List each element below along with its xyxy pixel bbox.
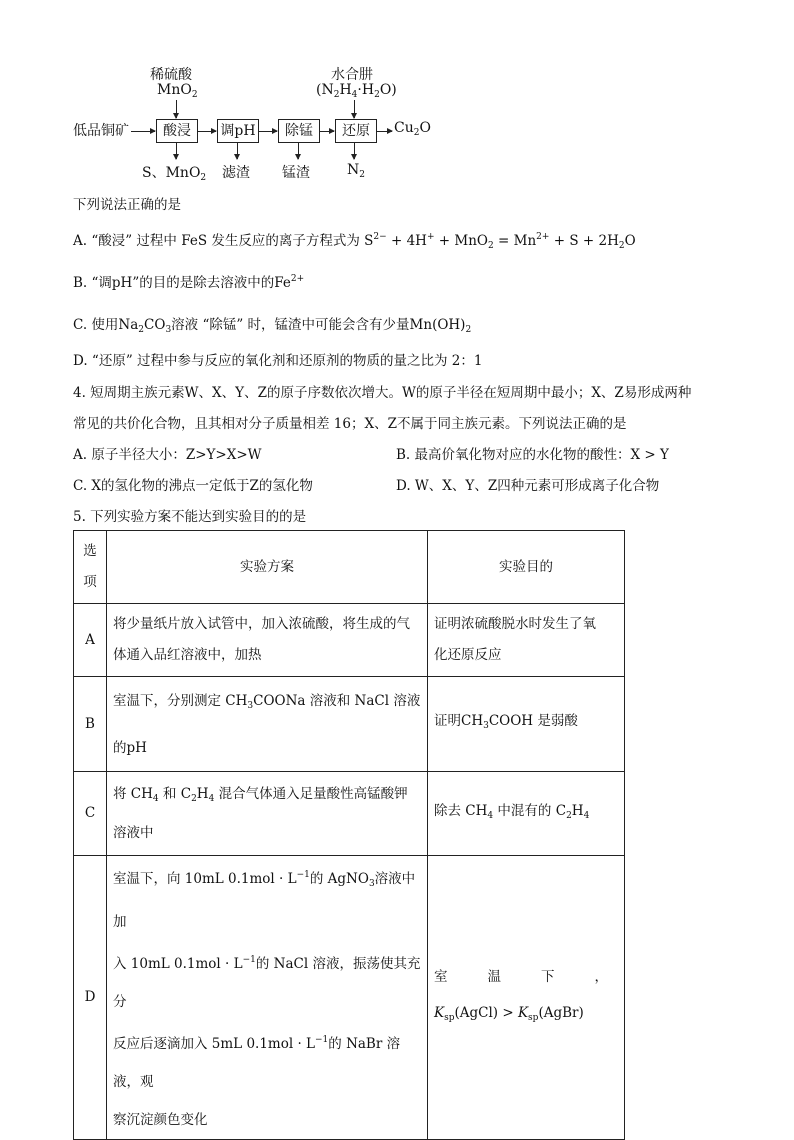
table-row bbox=[74, 772, 625, 856]
reagent-dilute-sulfuric-acid: 稀硫酸 bbox=[150, 67, 192, 83]
header-option: 选 项 bbox=[74, 531, 107, 604]
byproduct-manganese-residue: 锰渣 bbox=[282, 165, 310, 181]
step-acid-leach: 酸浸 bbox=[156, 119, 198, 143]
arrow-out-acid-leach bbox=[176, 142, 177, 159]
row-plan: 室温下，向 10mL $0.1mol \cdot L^{-1}$的 AgNO$_3$溶液中加 入 10mL $0.1mol \cdot L^{-1}$的 NaCl 溶液，振荡使其充分 反应后逐滴加入 5mL $0.1mol \cdot L^{-1}$的 NaBr 溶液，观 察沉淀颜色变化 bbox=[107, 856, 428, 1140]
arrow-out-reduction bbox=[354, 142, 355, 159]
byproduct-n2: $N_2$ bbox=[347, 162, 365, 180]
header-goal: 实验目的 bbox=[428, 531, 625, 604]
experiment-table bbox=[73, 530, 625, 1140]
reagent-hydrazine-hydrate: 水合肼 bbox=[331, 67, 373, 83]
row-option: A bbox=[74, 604, 107, 677]
table-row bbox=[74, 604, 625, 677]
q3-option-a: A. “酸浸” 过程中 FeS 发生反应的离子方程式为 $S^{2-} + 4H^+ + MnO_2 = Mn^{2+} + S + 2H_2O$ bbox=[73, 232, 636, 251]
arrow-out-adjust-ph bbox=[237, 142, 238, 159]
q3-stem: 下列说法正确的是 bbox=[73, 197, 181, 213]
reagent-mno2: MnO$_2$ bbox=[157, 82, 198, 100]
start-material: 低品铜矿 bbox=[73, 123, 129, 139]
row-goal: 证明浓硫酸脱水时发生了氧 化还原反应 bbox=[428, 604, 625, 677]
q4-option-b: B. 最高价氧化物对应的水化物的酸性：X > Y bbox=[396, 447, 669, 463]
product-cu2o: $Cu_2O$ bbox=[394, 120, 431, 138]
q4-option-d: D. W、X、Y、Z四种元素可形成离子化合物 bbox=[396, 478, 660, 494]
arrow-out-remove-mn bbox=[298, 142, 299, 159]
row-option: D bbox=[74, 856, 107, 1140]
q3-option-c: C. 使用$Na_2CO_3$溶液 “除锰” 时，锰渣中可能会含有少量$Mn(OH)_2$ bbox=[73, 317, 472, 335]
reagent-hydrazine-formula: $(N_2H_4\cdot H_2O)$ bbox=[316, 82, 397, 100]
table-row bbox=[74, 677, 625, 772]
byproduct-s-mno2: S、MnO$_2$ bbox=[142, 165, 207, 183]
row-goal: 除去 $CH_4$ 中混有的 $C_2H_4$ bbox=[428, 772, 625, 856]
arrow-to-product bbox=[376, 131, 392, 132]
row-option: C bbox=[74, 772, 107, 856]
row-plan: 将 $CH_4$ 和 $C_2H_4$ 混合气体通入足量酸性高锰酸钾 溶液中 bbox=[107, 772, 428, 856]
row-option: B bbox=[74, 677, 107, 772]
step-adjust-ph: 调pH bbox=[217, 119, 259, 143]
q4-option-c: C. X的氢化物的沸点一定低于Z的氢化物 bbox=[73, 478, 313, 494]
header-plan: 实验方案 bbox=[107, 531, 428, 604]
q4-stem-line2: 常见的共价化合物，且其相对分子质量相差 16；X、Z不属于同主族元素。下列说法正确的是 bbox=[73, 416, 627, 432]
q4-option-a: A. 原子半径大小：Z>Y>X>W bbox=[73, 447, 262, 463]
arrow-to-reduction bbox=[319, 131, 334, 132]
row-plan: 将少量纸片放入试管中，加入浓硫酸，将生成的气 体通入品红溶液中，加热 bbox=[107, 604, 428, 677]
q3-option-b: B. “调pH”的目的是除去溶液中的$Fe^{2+}$ bbox=[73, 274, 305, 291]
q5-stem: 5. 下列实验方案不能达到实验目的的是 bbox=[73, 509, 307, 525]
row-goal: 室 温 下 ， $K_{sp}(AgCl)$ > $K_{sp}(AgBr)$ bbox=[428, 856, 625, 1140]
step-remove-manganese: 除锰 bbox=[278, 119, 320, 143]
q3-option-d: D. “还原” 过程中参与反应的氧化剂和还原剂的物质的量之比为 2：1 bbox=[73, 353, 483, 369]
arrow-into-acid-leach bbox=[176, 100, 177, 118]
byproduct-filter-residue: 滤渣 bbox=[222, 165, 250, 181]
table-row bbox=[74, 856, 625, 1140]
step-reduction: 还原 bbox=[335, 119, 377, 143]
q4-stem-line1: 4. 短周期主族元素W、X、Y、Z的原子序数依次增大。W的原子半径在短周期中最小；X、Z易形成两种 bbox=[73, 385, 692, 401]
arrow-to-acid-leach bbox=[131, 131, 155, 132]
row-goal: 证明$CH_3COOH$ 是弱酸 bbox=[428, 677, 625, 772]
arrow-to-adjust-ph bbox=[197, 131, 216, 132]
row-plan: 室温下，分别测定 $CH_3COONa$ 溶液和 NaCl 溶液 的pH bbox=[107, 677, 428, 772]
table-header-row bbox=[74, 531, 625, 604]
arrow-into-reduction bbox=[354, 100, 355, 118]
arrow-to-remove-mn bbox=[258, 131, 277, 132]
